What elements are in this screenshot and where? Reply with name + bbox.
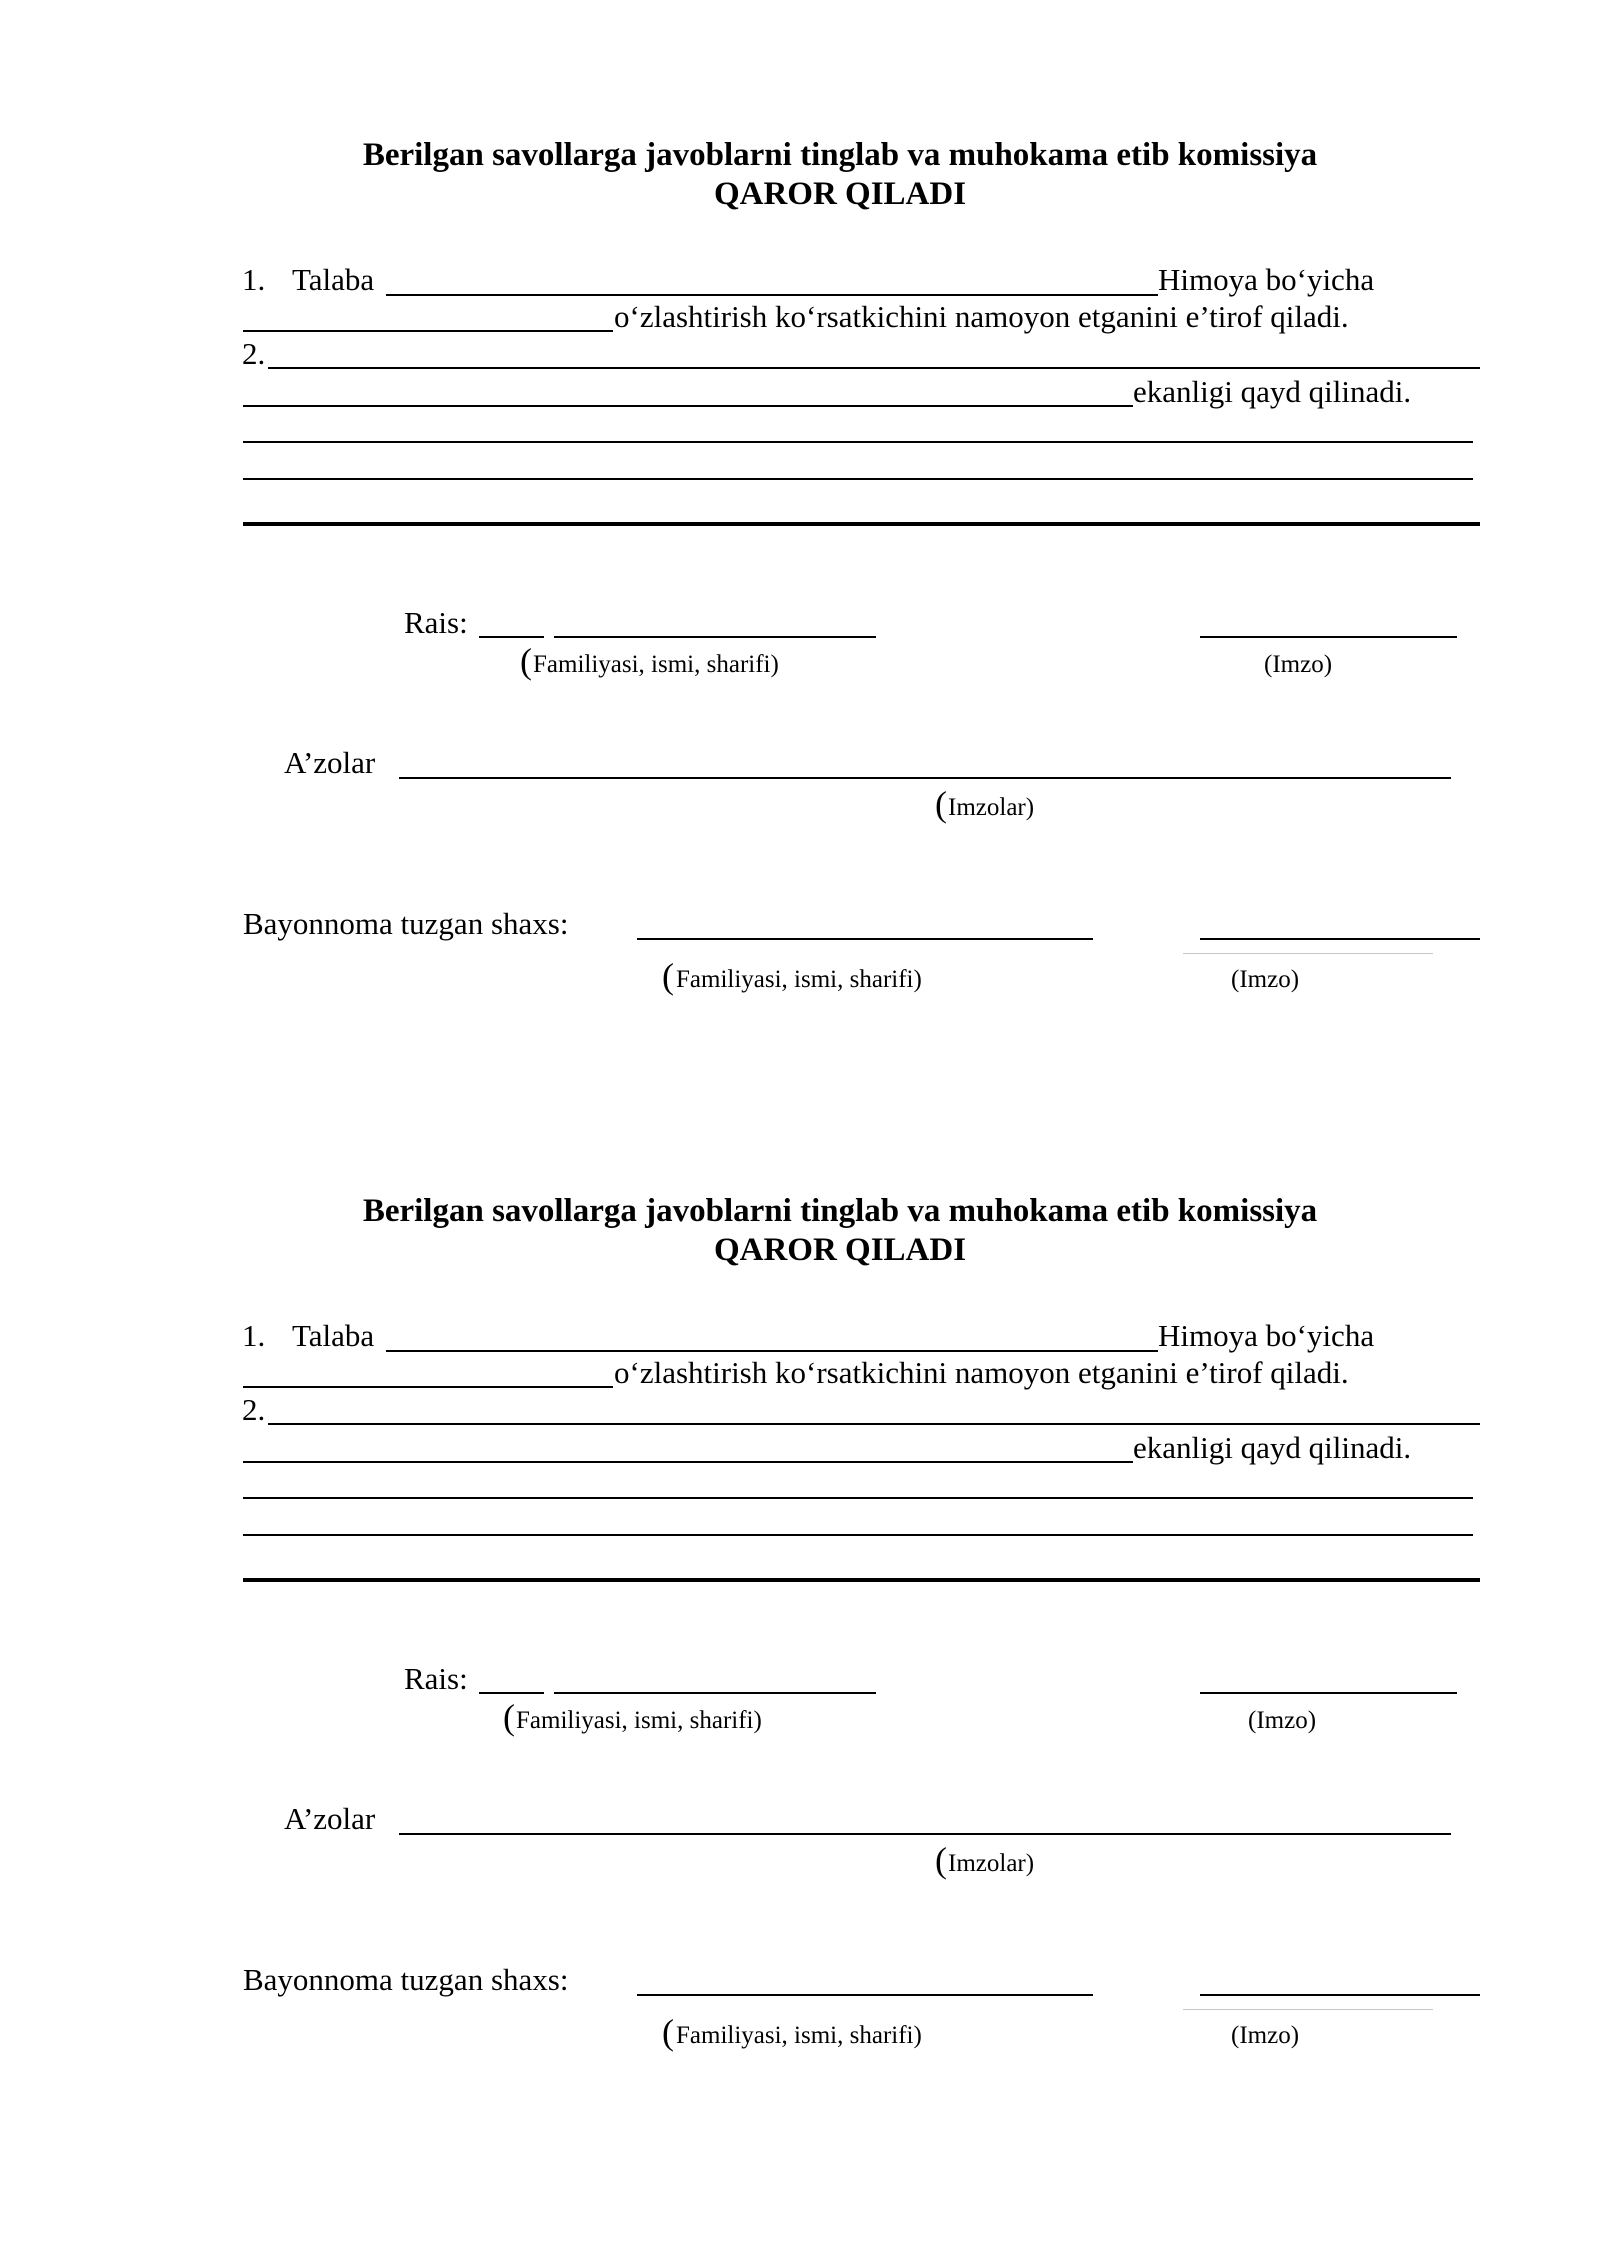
bayon-name-line[interactable] — [637, 1994, 1093, 1996]
rais-caption-paren: ( — [520, 641, 532, 681]
notes-line-1[interactable] — [243, 1497, 1473, 1499]
azolar-caption: Imzolar) — [948, 794, 1035, 821]
item2-continuation: ekanligi qayd qilinadi. — [1133, 1430, 1412, 1465]
item1-continuation: o‘zlashtirish ko‘rsatkichini namoyon etganini e’tirof qiladi. — [614, 1355, 1349, 1390]
faint-rule — [1183, 2009, 1433, 2010]
item1-right-text: Himoya bo‘yicha — [1158, 1318, 1375, 1353]
azolar-line[interactable] — [399, 1833, 1451, 1835]
azolar-line[interactable] — [399, 777, 1451, 779]
rais-label: Rais: — [404, 1661, 468, 1696]
rais-signature-line[interactable] — [1200, 1692, 1457, 1694]
rais-name-line[interactable] — [554, 1692, 876, 1694]
azolar-caption: Imzolar) — [948, 1850, 1035, 1877]
bayon-caption-paren: ( — [662, 956, 674, 996]
form-title-line2: QAROR QILADI — [713, 1232, 967, 1268]
bayon-name-caption: Familiyasi, ismi, sharifi) — [676, 966, 922, 993]
rais-signature-caption: (Imzo) — [1264, 651, 1333, 678]
item2-line-2[interactable] — [243, 405, 1133, 407]
section-divider — [243, 522, 1480, 526]
form-title-line1: Berilgan savollarga javoblarni tinglab va muhokama etib komissiya — [362, 1193, 1318, 1229]
azolar-caption-paren: ( — [935, 784, 947, 824]
bayon-signature-caption: (Imzo) — [1231, 2022, 1300, 2049]
item1-number: 1. — [242, 262, 266, 297]
grade-line[interactable] — [243, 1386, 613, 1388]
bayon-signature-caption: (Imzo) — [1231, 966, 1300, 993]
azolar-label: A’zolar — [284, 745, 376, 780]
rais-signature-caption: (Imzo) — [1248, 1707, 1317, 1734]
form-title-line1: Berilgan savollarga javoblarni tinglab va muhokama etib komissiya — [362, 137, 1318, 173]
item2-number: 2. — [242, 1392, 266, 1427]
notes-line-2[interactable] — [243, 478, 1473, 480]
rais-caption-paren: ( — [503, 1697, 515, 1737]
item1-right-text: Himoya bo‘yicha — [1158, 262, 1375, 297]
bayon-name-caption: Familiyasi, ismi, sharifi) — [676, 2022, 922, 2049]
item2-number: 2. — [242, 336, 266, 371]
faint-rule — [1183, 953, 1433, 954]
bayon-name-line[interactable] — [637, 938, 1093, 940]
section-divider — [243, 1578, 1480, 1582]
decision-form-2 — [0, 1056, 1600, 2052]
student-name-line[interactable] — [386, 294, 1158, 296]
rais-signature-line[interactable] — [1200, 636, 1457, 638]
item1-continuation: o‘zlashtirish ko‘rsatkichini namoyon etganini e’tirof qiladi. — [614, 299, 1349, 334]
item1-number: 1. — [242, 1318, 266, 1353]
rais-label: Rais: — [404, 605, 468, 640]
bayon-label: Bayonnoma tuzgan shaxs: — [243, 1962, 569, 1997]
decision-form-1 — [0, 0, 1600, 996]
bayon-signature-line[interactable] — [1200, 1994, 1480, 1996]
bayon-signature-line[interactable] — [1200, 938, 1480, 940]
item1-label: Talaba — [292, 1318, 375, 1353]
rais-short-line[interactable] — [479, 636, 544, 638]
bayon-label: Bayonnoma tuzgan shaxs: — [243, 906, 569, 941]
azolar-label: A’zolar — [284, 1801, 376, 1836]
rais-name-caption: Familiyasi, ismi, sharifi) — [533, 651, 779, 678]
bayon-caption-paren: ( — [662, 2012, 674, 2052]
item1-label: Talaba — [292, 262, 375, 297]
item2-continuation: ekanligi qayd qilinadi. — [1133, 374, 1412, 409]
form-title-line2: QAROR QILADI — [713, 176, 967, 212]
item2-line-1[interactable] — [268, 1423, 1480, 1425]
azolar-caption-paren: ( — [935, 1840, 947, 1880]
rais-short-line[interactable] — [479, 1692, 544, 1694]
notes-line-1[interactable] — [243, 441, 1473, 443]
rais-name-caption: Familiyasi, ismi, sharifi) — [516, 1707, 762, 1734]
rais-name-line[interactable] — [554, 636, 876, 638]
item2-line-1[interactable] — [268, 367, 1480, 369]
notes-line-2[interactable] — [243, 1534, 1473, 1536]
grade-line[interactable] — [243, 330, 613, 332]
student-name-line[interactable] — [386, 1350, 1158, 1352]
item2-line-2[interactable] — [243, 1461, 1133, 1463]
